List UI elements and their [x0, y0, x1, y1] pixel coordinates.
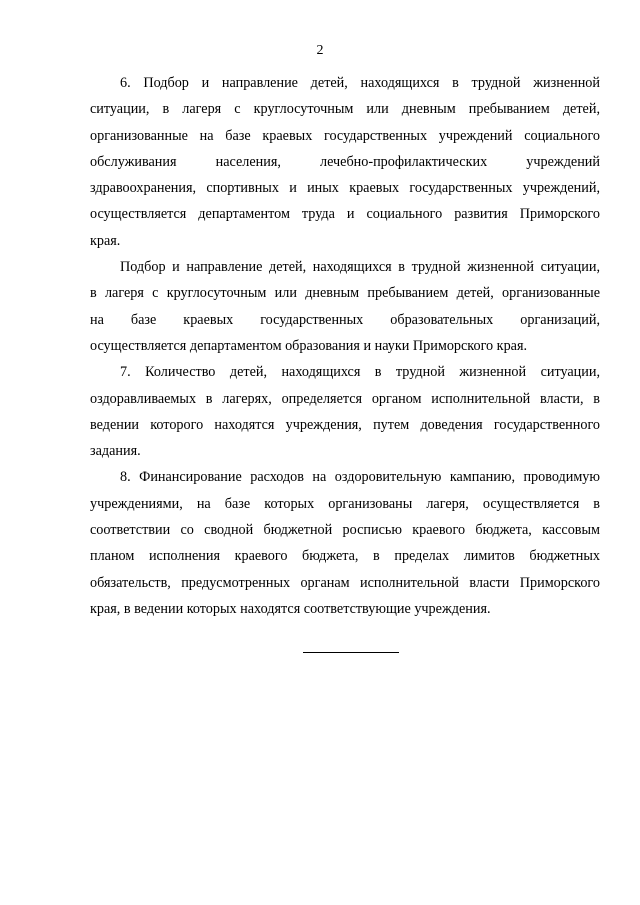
- text-line: Подбор и направление детей, находящихся в трудной жизненной ситуации,: [120, 259, 600, 276]
- text-line: на базе краевых государственных образовательных организаций,: [90, 311, 600, 328]
- paragraph-7: [90, 359, 600, 464]
- text-line: края.: [90, 232, 121, 249]
- end-of-document-rule: [303, 652, 399, 653]
- text-line: оздоравливаемых в лагерях, определяется органом исполнительной власти, в: [90, 390, 600, 407]
- text-line: планом исполнения краевого бюджета, в пределах лимитов бюджетных: [90, 548, 600, 565]
- text-line: здравоохранения, спортивных и иных краевых государственных учреждений,: [90, 180, 600, 197]
- text-line: организованные на базе краевых государственных учреждений социального: [90, 127, 600, 144]
- text-line: 7. Количество детей, находящихся в трудной жизненной ситуации,: [120, 364, 600, 381]
- text-line: в лагеря с круглосуточным или дневным пребыванием детей, организованные: [90, 285, 600, 302]
- paragraph-6: [90, 70, 600, 254]
- paragraph-8: [90, 464, 600, 622]
- text-line: осуществляется департаментом образования и науки Приморского края.: [90, 337, 528, 354]
- text-line: обслуживания населения, лечебно-профилактических учреждений: [90, 153, 600, 170]
- text-line: учреждениями, на базе которых организованы лагеря, осуществляется в: [90, 495, 600, 512]
- text-line: 6. Подбор и направление детей, находящихся в трудной жизненной: [120, 75, 600, 91]
- paragraph-6-continued: [90, 254, 600, 359]
- text-line: осуществляется департаментом труда и социального развития Приморского: [90, 206, 600, 223]
- text-line: ситуации, в лагеря с круглосуточным или дневным пребыванием детей,: [90, 101, 600, 118]
- text-line: соответствии со сводной бюджетной росписью краевого бюджета, кассовым: [90, 522, 600, 539]
- text-line: задания.: [90, 443, 141, 460]
- document-body: [90, 70, 600, 622]
- text-line: края, в ведении которых находятся соответствующие учреждения.: [90, 600, 491, 617]
- page-number: 2: [316, 43, 324, 58]
- text-line: 8. Финансирование расходов на оздоровительную кампанию, проводимую: [120, 469, 600, 486]
- text-line: ведении которого находятся учреждения, путем доведения государственного: [90, 416, 600, 433]
- text-line: обязательств, предусмотренных органам исполнительной власти Приморского: [90, 574, 600, 591]
